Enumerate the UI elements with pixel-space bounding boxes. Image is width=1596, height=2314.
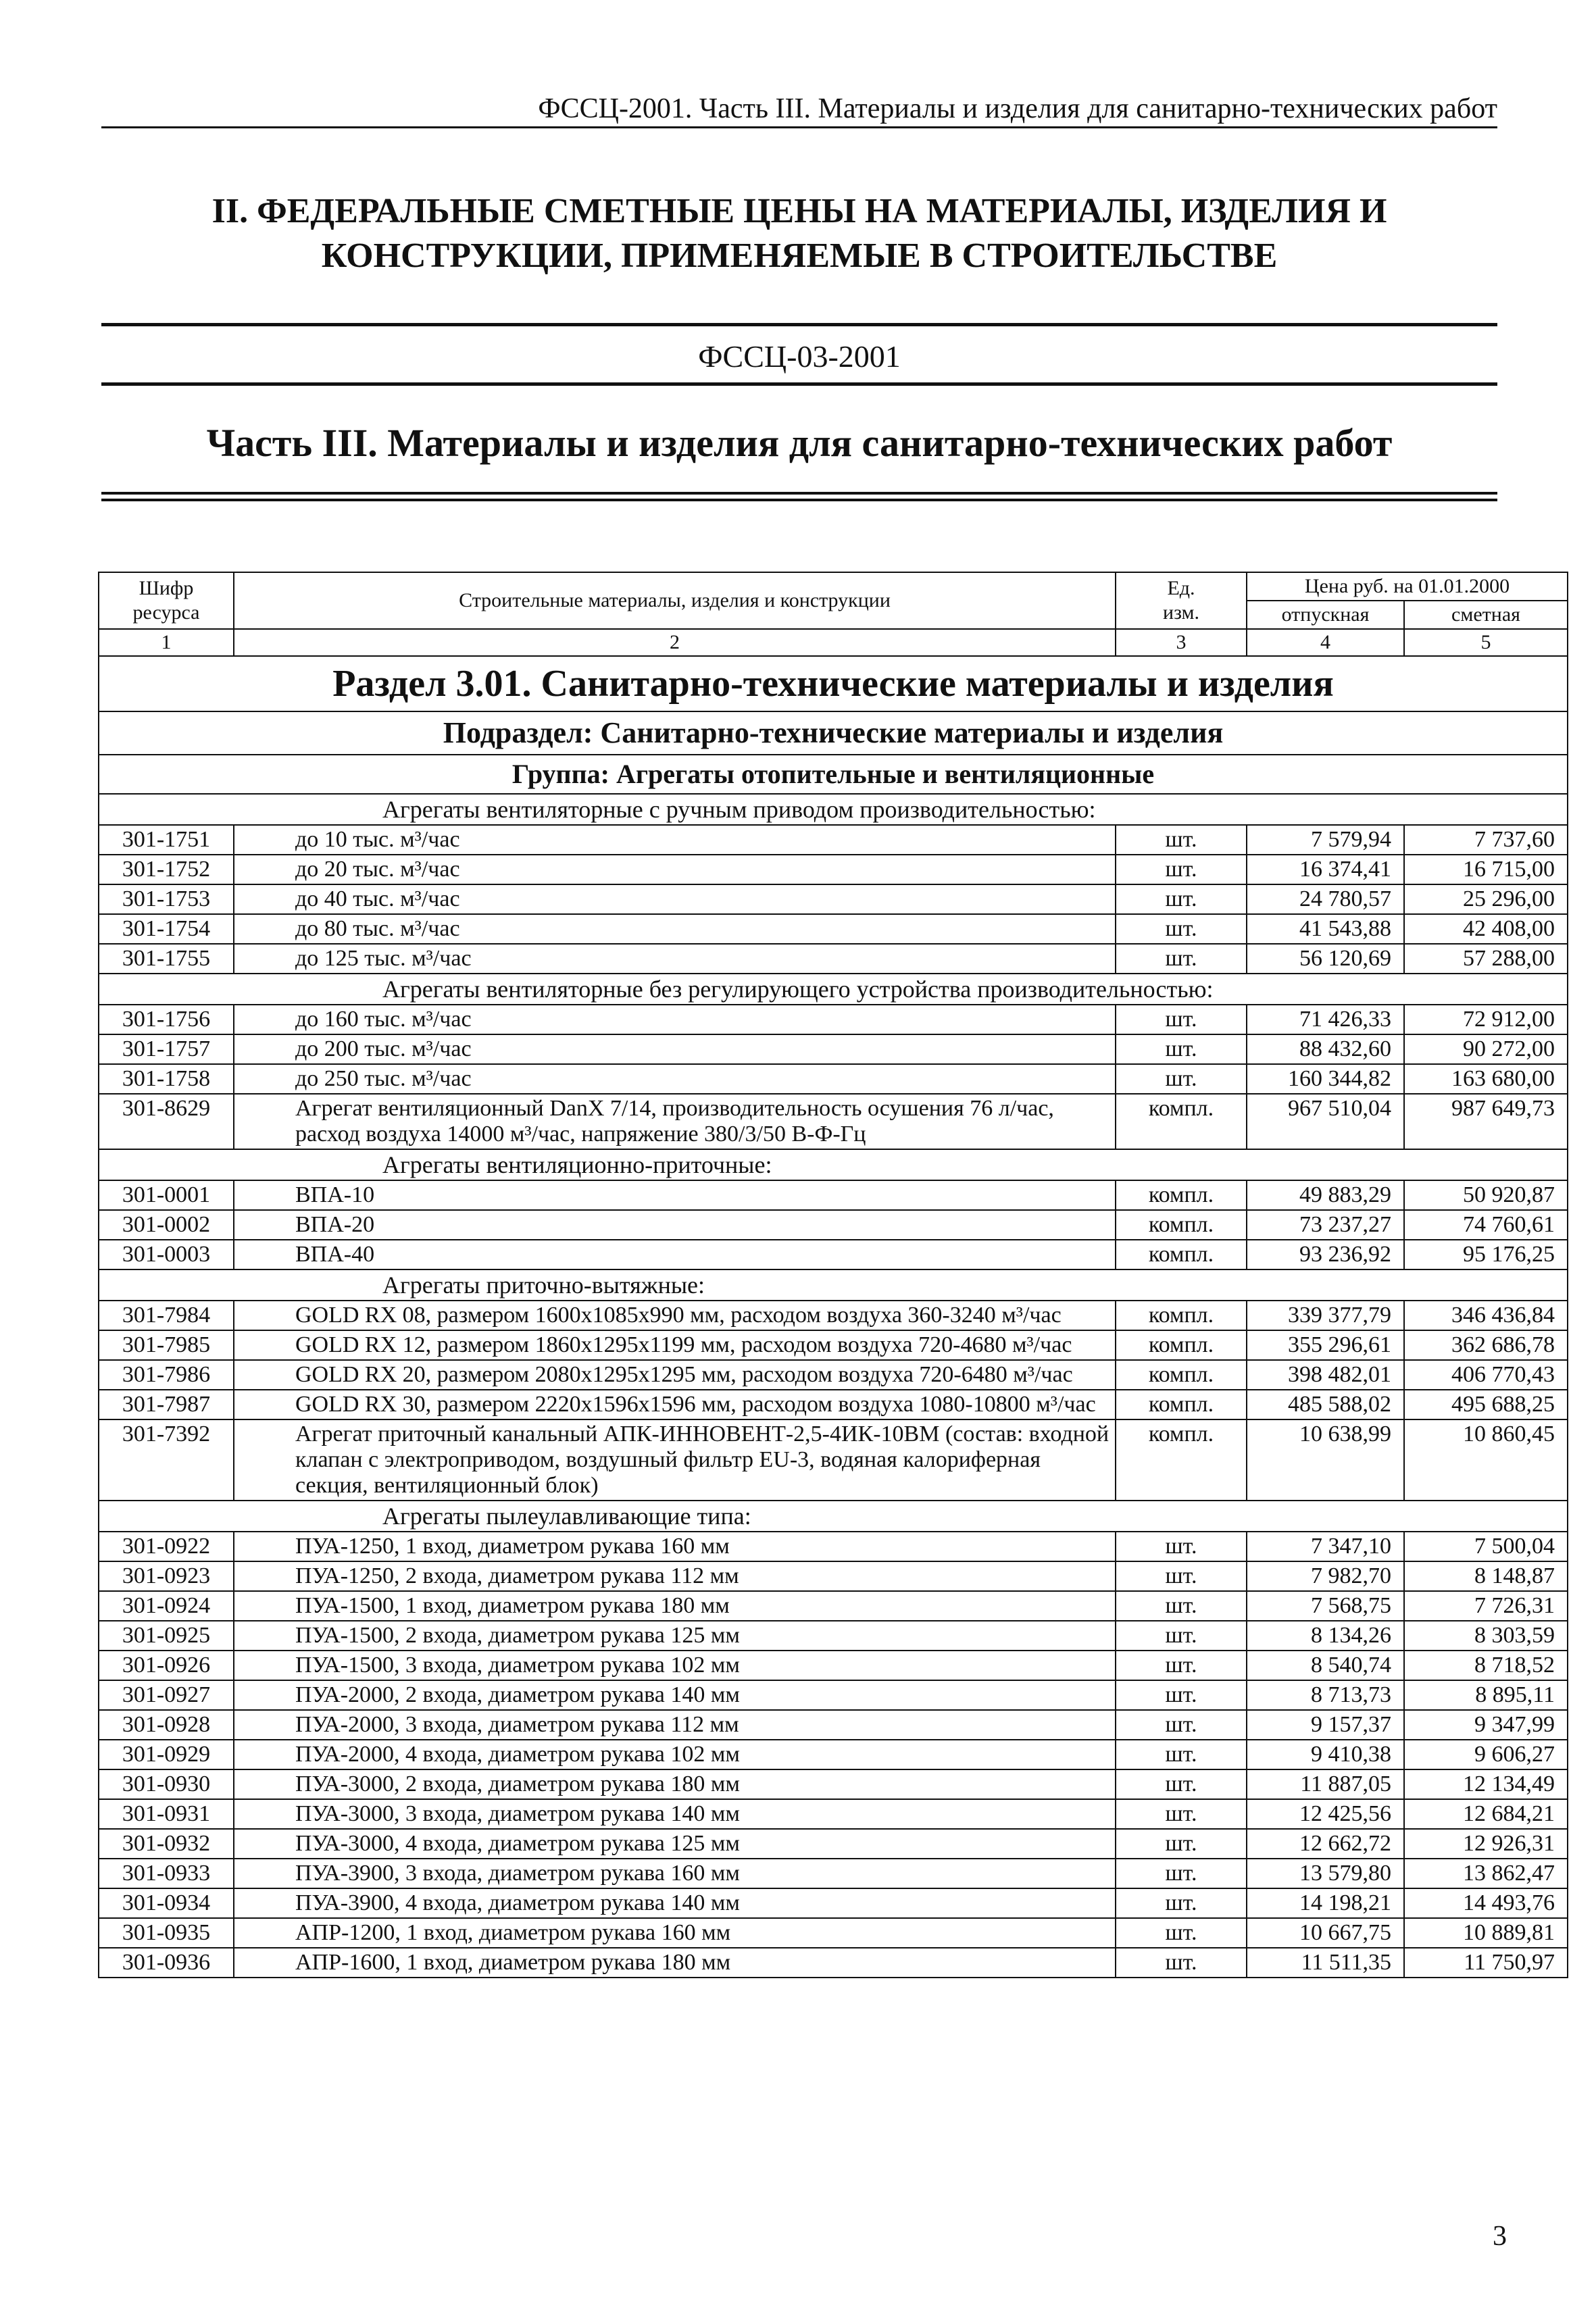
unit: компл. [1116, 1390, 1247, 1419]
release-price: 41 543,88 [1247, 914, 1404, 944]
estimate-price: 42 408,00 [1404, 914, 1568, 944]
unit: шт. [1116, 1710, 1247, 1740]
estimate-price: 8 148,87 [1404, 1561, 1568, 1591]
resource-code: 301-7985 [99, 1330, 234, 1360]
item-name: ПУА-2000, 3 входа, диаметром рукава 112 мм [234, 1710, 1116, 1740]
estimate-price: 11 750,97 [1404, 1948, 1568, 1978]
table-row [99, 855, 1568, 884]
category-title: Агрегаты вентиляторные с ручным приводом производительностью: [234, 794, 1568, 825]
release-price: 7 579,94 [1247, 825, 1404, 855]
release-price: 967 510,04 [1247, 1094, 1404, 1149]
estimate-price: 13 862,47 [1404, 1859, 1568, 1888]
resource-code: 301-0935 [99, 1918, 234, 1948]
table-row [99, 1799, 1568, 1829]
unit: шт. [1116, 825, 1247, 855]
header-release-price: отпускная [1247, 601, 1404, 629]
item-name: ПУА-2000, 2 входа, диаметром рукава 140 мм [234, 1680, 1116, 1710]
resource-code: 301-0927 [99, 1680, 234, 1710]
unit: компл. [1116, 1180, 1247, 1210]
resource-code: 301-0929 [99, 1740, 234, 1769]
table-row [99, 1948, 1568, 1978]
estimate-price: 7 500,04 [1404, 1532, 1568, 1561]
item-name: АПР-1600, 1 вход, диаметром рукава 180 мм [234, 1948, 1116, 1978]
table-row [99, 1064, 1568, 1094]
page-number: 3 [1493, 2221, 1507, 2252]
resource-code: 301-0925 [99, 1621, 234, 1651]
release-price: 12 662,72 [1247, 1829, 1404, 1859]
estimate-price: 406 770,43 [1404, 1360, 1568, 1390]
release-price: 8 713,73 [1247, 1680, 1404, 1710]
unit: шт. [1116, 1769, 1247, 1799]
table-row [99, 1180, 1568, 1210]
unit: шт. [1116, 1591, 1247, 1621]
estimate-price: 10 860,45 [1404, 1419, 1568, 1501]
release-price: 56 120,69 [1247, 944, 1404, 974]
table-row [99, 1591, 1568, 1621]
item-name: GOLD RX 20, размером 2080x1295x1295 мм, расходом воздуха 720-6480 м³/час [234, 1360, 1116, 1390]
item-name: ПУА-3000, 4 входа, диаметром рукава 125 мм [234, 1829, 1116, 1859]
unit: шт. [1116, 1532, 1247, 1561]
estimate-price: 12 684,21 [1404, 1799, 1568, 1829]
resource-code: 301-7986 [99, 1360, 234, 1390]
table-row [99, 1680, 1568, 1710]
item-name: до 125 тыс. м³/час [234, 944, 1116, 974]
table-row [99, 1888, 1568, 1918]
estimate-price: 72 912,00 [1404, 1005, 1568, 1034]
table-row [99, 1005, 1568, 1034]
unit: шт. [1116, 1740, 1247, 1769]
release-price: 485 588,02 [1247, 1390, 1404, 1419]
divider [101, 382, 1497, 386]
resource-code: 301-0930 [99, 1769, 234, 1799]
resource-code: 301-0003 [99, 1240, 234, 1269]
unit: шт. [1116, 1005, 1247, 1034]
table-row [99, 1710, 1568, 1740]
unit: шт. [1116, 884, 1247, 914]
section-row [99, 656, 1568, 711]
estimate-price: 57 288,00 [1404, 944, 1568, 974]
resource-code: 301-0933 [99, 1859, 234, 1888]
document-title [101, 189, 1497, 278]
table-row [99, 1859, 1568, 1888]
column-number: 3 [1116, 629, 1247, 656]
unit: компл. [1116, 1210, 1247, 1240]
unit: шт. [1116, 1829, 1247, 1859]
release-price: 7 347,10 [1247, 1532, 1404, 1561]
unit: шт. [1116, 914, 1247, 944]
release-price: 7 568,75 [1247, 1591, 1404, 1621]
unit: компл. [1116, 1419, 1247, 1501]
release-price: 10 667,75 [1247, 1918, 1404, 1948]
estimate-price: 163 680,00 [1404, 1064, 1568, 1094]
column-numbers-row [99, 629, 1568, 656]
column-number: 4 [1247, 629, 1404, 656]
table-row [99, 1360, 1568, 1390]
unit: компл. [1116, 1094, 1247, 1149]
estimate-price: 8 303,59 [1404, 1621, 1568, 1651]
table-row [99, 1301, 1568, 1330]
column-number: 5 [1404, 629, 1568, 656]
resource-code: 301-1753 [99, 884, 234, 914]
category-title: Агрегаты вентиляторные без регулирующего устройства производительностью: [234, 974, 1568, 1005]
estimate-price: 74 760,61 [1404, 1210, 1568, 1240]
item-name: ПУА-3900, 3 входа, диаметром рукава 160 мм [234, 1859, 1116, 1888]
release-price: 8 540,74 [1247, 1651, 1404, 1680]
release-price: 11 511,35 [1247, 1948, 1404, 1978]
header-price: Цена руб. на 01.01.2000 [1247, 572, 1568, 601]
estimate-price: 7 726,31 [1404, 1591, 1568, 1621]
item-name: до 40 тыс. м³/час [234, 884, 1116, 914]
unit: шт. [1116, 855, 1247, 884]
estimate-price: 50 920,87 [1404, 1180, 1568, 1210]
item-name: ПУА-1250, 2 входа, диаметром рукава 112 мм [234, 1561, 1116, 1591]
title-line-1: II. ФЕДЕРАЛЬНЫЕ СМЕТНЫЕ ЦЕНЫ НА МАТЕРИАЛЫ, ИЗДЕЛИЯ И [211, 192, 1387, 230]
estimate-price: 16 715,00 [1404, 855, 1568, 884]
item-name: ПУА-1500, 2 входа, диаметром рукава 125 мм [234, 1621, 1116, 1651]
resource-code: 301-1755 [99, 944, 234, 974]
item-name: ПУА-1500, 1 вход, диаметром рукава 180 мм [234, 1591, 1116, 1621]
unit: шт. [1116, 1859, 1247, 1888]
header-estimate-price: сметная [1404, 601, 1568, 629]
resource-code: 301-0936 [99, 1948, 234, 1978]
category-row [99, 794, 1568, 825]
table-row [99, 825, 1568, 855]
estimate-price: 95 176,25 [1404, 1240, 1568, 1269]
item-name: ВПА-20 [234, 1210, 1116, 1240]
category-row [99, 974, 1568, 1005]
table-row [99, 1094, 1568, 1149]
resource-code: 301-0931 [99, 1799, 234, 1829]
resource-code: 301-1757 [99, 1034, 234, 1064]
table-row [99, 1419, 1568, 1501]
table-row [99, 1740, 1568, 1769]
release-price: 12 425,56 [1247, 1799, 1404, 1829]
release-price: 13 579,80 [1247, 1859, 1404, 1888]
item-name: GOLD RX 30, размером 2220x1596x1596 мм, расходом воздуха 1080-10800 м³/час [234, 1390, 1116, 1419]
divider [101, 492, 1497, 495]
resource-code: 301-0922 [99, 1532, 234, 1561]
document-code: ФССЦ-03-2001 [698, 339, 901, 374]
resource-code: 301-0002 [99, 1210, 234, 1240]
unit: шт. [1116, 1561, 1247, 1591]
estimate-price: 8 718,52 [1404, 1651, 1568, 1680]
item-name: ПУА-3900, 4 входа, диаметром рукава 140 мм [234, 1888, 1116, 1918]
unit: шт. [1116, 1064, 1247, 1094]
header-name: Строительные материалы, изделия и конструкции [234, 572, 1116, 629]
release-price: 11 887,05 [1247, 1769, 1404, 1799]
item-name: до 20 тыс. м³/час [234, 855, 1116, 884]
item-name: ПУА-2000, 4 входа, диаметром рукава 102 мм [234, 1740, 1116, 1769]
release-price: 88 432,60 [1247, 1034, 1404, 1064]
item-name: Агрегат вентиляционный DanX 7/14, производительность осушения 76 л/час, расход воздуха 14000 м³/час, напряжение 380/3/50 В-Ф-Гц [234, 1094, 1116, 1149]
estimate-price: 10 889,81 [1404, 1918, 1568, 1948]
item-name: АПР-1200, 1 вход, диаметром рукава 160 мм [234, 1918, 1116, 1948]
release-price: 9 157,37 [1247, 1710, 1404, 1740]
unit: шт. [1116, 944, 1247, 974]
header-code: Шифр ресурса [99, 572, 234, 629]
unit: шт. [1116, 1888, 1247, 1918]
estimate-price: 495 688,25 [1404, 1390, 1568, 1419]
item-name: до 10 тыс. м³/час [234, 825, 1116, 855]
item-name: ПУА-1250, 1 вход, диаметром рукава 160 мм [234, 1532, 1116, 1561]
part-title: Часть III. Материалы и изделия для санитарно-технических работ [206, 421, 1393, 465]
item-name: до 160 тыс. м³/час [234, 1005, 1116, 1034]
release-price: 398 482,01 [1247, 1360, 1404, 1390]
release-price: 8 134,26 [1247, 1621, 1404, 1651]
release-price: 16 374,41 [1247, 855, 1404, 884]
divider [101, 499, 1497, 501]
unit: шт. [1116, 1680, 1247, 1710]
resource-code: 301-0926 [99, 1651, 234, 1680]
unit: шт. [1116, 1034, 1247, 1064]
category-row [99, 1501, 1568, 1532]
release-price: 9 410,38 [1247, 1740, 1404, 1769]
table-row [99, 884, 1568, 914]
estimate-price: 9 606,27 [1404, 1740, 1568, 1769]
resource-code: 301-1752 [99, 855, 234, 884]
group-title: Группа: Агрегаты отопительные и вентиляционные [99, 755, 1568, 794]
table-row [99, 1330, 1568, 1360]
resource-code: 301-0923 [99, 1561, 234, 1591]
subsection-title: Подраздел: Санитарно-технические материалы и изделия [99, 711, 1568, 755]
unit: шт. [1116, 1948, 1247, 1978]
category-row [99, 1149, 1568, 1180]
item-name: до 80 тыс. м³/час [234, 914, 1116, 944]
table-row [99, 1390, 1568, 1419]
release-price: 355 296,61 [1247, 1330, 1404, 1360]
unit: компл. [1116, 1360, 1247, 1390]
release-price: 73 237,27 [1247, 1210, 1404, 1240]
table-row [99, 1240, 1568, 1269]
estimate-price: 7 737,60 [1404, 825, 1568, 855]
table-row [99, 1621, 1568, 1651]
item-name: ПУА-3000, 3 входа, диаметром рукава 140 мм [234, 1799, 1116, 1829]
table-row [99, 1561, 1568, 1591]
item-name: ПУА-1500, 3 входа, диаметром рукава 102 мм [234, 1651, 1116, 1680]
table-row [99, 1034, 1568, 1064]
estimate-price: 12 926,31 [1404, 1829, 1568, 1859]
section-title: Раздел 3.01. Санитарно-технические материалы и изделия [99, 656, 1568, 711]
unit: компл. [1116, 1330, 1247, 1360]
divider [101, 323, 1497, 326]
estimate-price: 14 493,76 [1404, 1888, 1568, 1918]
category-title: Агрегаты вентиляционно-приточные: [234, 1149, 1568, 1180]
estimate-price: 987 649,73 [1404, 1094, 1568, 1149]
release-price: 71 426,33 [1247, 1005, 1404, 1034]
estimate-price: 25 296,00 [1404, 884, 1568, 914]
table-row [99, 1918, 1568, 1948]
release-price: 339 377,79 [1247, 1301, 1404, 1330]
release-price: 49 883,29 [1247, 1180, 1404, 1210]
running-header: ФССЦ-2001. Часть III. Материалы и изделия для санитарно-технических работ [101, 91, 1497, 128]
item-name: ВПА-10 [234, 1180, 1116, 1210]
header-row [99, 572, 1568, 601]
release-price: 24 780,57 [1247, 884, 1404, 914]
resource-code: 301-0924 [99, 1591, 234, 1621]
item-name: ПУА-3000, 2 входа, диаметром рукава 180 мм [234, 1769, 1116, 1799]
table-row [99, 914, 1568, 944]
estimate-price: 9 347,99 [1404, 1710, 1568, 1740]
release-price: 160 344,82 [1247, 1064, 1404, 1094]
table-row [99, 1829, 1568, 1859]
resource-code: 301-0001 [99, 1180, 234, 1210]
estimate-price: 362 686,78 [1404, 1330, 1568, 1360]
estimate-price: 8 895,11 [1404, 1680, 1568, 1710]
table-row [99, 1532, 1568, 1561]
subsection-row [99, 711, 1568, 755]
estimate-price: 346 436,84 [1404, 1301, 1568, 1330]
item-name: до 200 тыс. м³/час [234, 1034, 1116, 1064]
estimate-price: 12 134,49 [1404, 1769, 1568, 1799]
release-price: 14 198,21 [1247, 1888, 1404, 1918]
column-number: 1 [99, 629, 234, 656]
item-name: до 250 тыс. м³/час [234, 1064, 1116, 1094]
release-price: 93 236,92 [1247, 1240, 1404, 1269]
table-row [99, 1769, 1568, 1799]
resource-code: 301-1751 [99, 825, 234, 855]
price-table [98, 572, 1568, 1978]
unit: шт. [1116, 1621, 1247, 1651]
unit: шт. [1116, 1799, 1247, 1829]
item-name: GOLD RX 12, размером 1860x1295x1199 мм, расходом воздуха 720-4680 м³/час [234, 1330, 1116, 1360]
unit: шт. [1116, 1651, 1247, 1680]
item-name: Агрегат приточный канальный АПК-ИННОВЕНТ-2,5-4ИК-10ВМ (состав: входной клапан с электроприводом, воздушный фильтр EU-3, водяная калориферная секция, вентиляционный блок) [234, 1419, 1116, 1501]
column-number: 2 [234, 629, 1116, 656]
table-row [99, 944, 1568, 974]
resource-code: 301-0934 [99, 1888, 234, 1918]
table-row [99, 1651, 1568, 1680]
estimate-price: 90 272,00 [1404, 1034, 1568, 1064]
category-row [99, 1269, 1568, 1301]
item-name: ВПА-40 [234, 1240, 1116, 1269]
release-price: 10 638,99 [1247, 1419, 1404, 1501]
resource-code: 301-8629 [99, 1094, 234, 1149]
resource-code: 301-7984 [99, 1301, 234, 1330]
resource-code: 301-0932 [99, 1829, 234, 1859]
resource-code: 301-1758 [99, 1064, 234, 1094]
table-row [99, 1210, 1568, 1240]
resource-code: 301-0928 [99, 1710, 234, 1740]
resource-code: 301-7392 [99, 1419, 234, 1501]
resource-code: 301-1756 [99, 1005, 234, 1034]
group-row [99, 755, 1568, 794]
unit: шт. [1116, 1918, 1247, 1948]
resource-code: 301-1754 [99, 914, 234, 944]
header-unit: Ед. изм. [1116, 572, 1247, 629]
unit: компл. [1116, 1240, 1247, 1269]
unit: компл. [1116, 1301, 1247, 1330]
category-title: Агрегаты пылеулавливающие типа: [234, 1501, 1568, 1532]
category-title: Агрегаты приточно-вытяжные: [234, 1269, 1568, 1301]
resource-code: 301-7987 [99, 1390, 234, 1419]
item-name: GOLD RX 08, размером 1600x1085x990 мм, расходом воздуха 360-3240 м³/час [234, 1301, 1116, 1330]
release-price: 7 982,70 [1247, 1561, 1404, 1591]
title-line-2: КОНСТРУКЦИИ, ПРИМЕНЯЕМЫЕ В СТРОИТЕЛЬСТВЕ [321, 236, 1278, 275]
